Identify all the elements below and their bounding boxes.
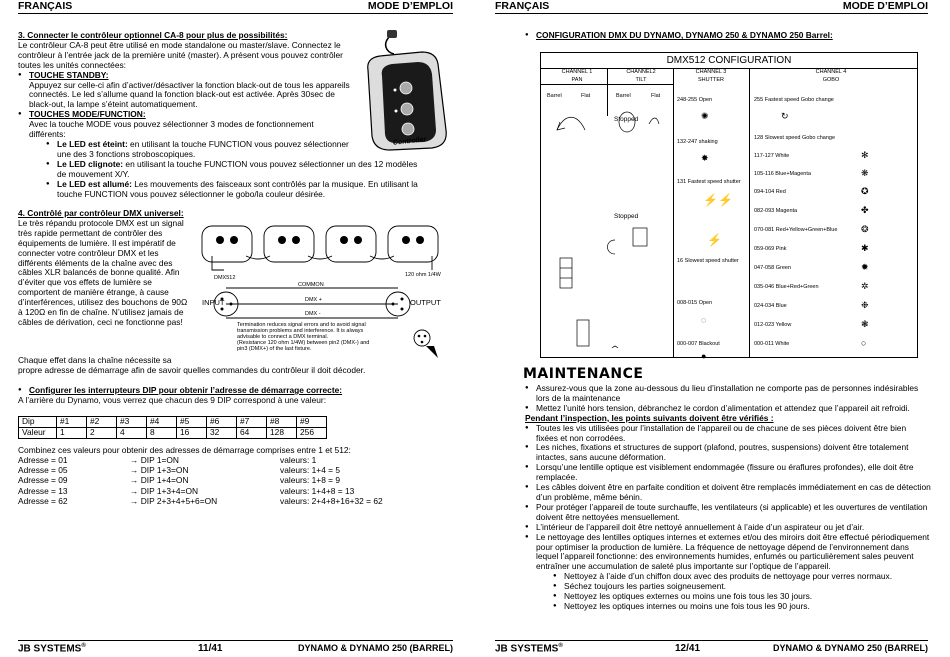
section-4-line: d’interférences, utilisez des bouchons de 90Ω [18,297,188,308]
sub-label: Le LED est allumé: [57,178,132,189]
table-cell: #8 [267,417,297,428]
mode-line: Avec la touche MODE vous pouvez sélectionner 3 modes de fonctionnement [29,119,314,130]
sum-value: valeurs: 1 [280,455,317,465]
table-cell: 2 [87,428,117,439]
col-head: Flat [581,93,591,99]
channel-name: CHANNEL 3 [695,69,727,75]
standby-line: connectés. Le led s’allume quand la fonction black-out est activée. Après 30sec de [29,89,335,100]
config-title: ● CONFIGURATION DMX DU DYNAMO, DYNAMO 250 & DYNAMO 250 Barrel: [525,31,950,41]
dmx-config-chart [540,52,918,361]
section-3-line: Le contrôleur CA-8 peut être utilisé en mode standalone ou master/slave. Connectez le [18,39,341,50]
strobe-slow-icon: ⚡ [707,233,722,247]
bullet-line: lequel l’appareil fonctionne: des environnements humides, enfumés ou particulièrement sales peuvent [536,551,914,562]
dip-intro: A l’arrière du Dynamo, vous verrez que chacun des 9 DIP correspond à une valeur: [18,394,327,405]
col-head: Barrel [547,93,562,99]
table-cell: #6 [207,417,237,428]
bullet-line: lors de la maintenance [536,392,621,403]
open-icon: ◌ [701,315,707,325]
maintenance-title: MAINTENANCE [523,366,644,382]
dip-value: → DIP 1=ON [130,455,179,465]
table-cell: 256 [297,428,327,439]
inspection-title: Pendant l’inspection, les points suivants doivent être vérifiés : [525,412,774,423]
header-title: MODE D’EMPLOI [367,0,453,12]
dip-value: → DIP 1+4=ON [130,475,189,486]
page-number: 11/41 [198,643,223,654]
table-cell: Dip [19,417,57,428]
dip-value: → DIP 1+3+4=ON [130,485,199,496]
section-4-title: 4. Contrôlé par contrôleur DMX universel: [18,208,184,218]
col-head: Barrel [616,93,631,99]
standby-line: Appuyez sur celle-ci afin d’activer/désactiver la fonction black-out de tous les appareils [29,79,350,90]
bullet-line: remplacée. [536,472,578,483]
page-footer [495,640,928,654]
channel-name: CHANNEL2 [626,69,656,75]
sum-value: valeurs: 1+8 = 9 [280,475,341,486]
bullet-line: d’un problème, même bénin. [536,491,643,502]
table-cell: 4 [117,428,147,439]
mode-title: ● TOUCHES MODE/FUNCTION: [18,110,358,120]
section-3-title: 3. Connecter le contrôleur optionnel CA-8 pour plus de possibilités: [18,30,288,40]
stopped-label: Stopped [614,116,639,123]
section-4-line: câbles de dérivation, ceci ne fonctionne pas! [18,316,183,327]
table-cell: #5 [177,417,207,428]
inspection-bullet [525,503,933,523]
address-value: Adresse = 09 [18,475,68,486]
stopped-label: Stopped [614,213,639,220]
gobo-value: 105-116 Blue+Magenta [754,171,811,177]
gobo-icon: ✹ [861,262,869,272]
standby-line: black-out, la lampe s’éteint automatiquement. [29,99,198,110]
termination-line: Termination reduces signal errors and to avoid signal [237,322,366,328]
standby-text [18,81,358,111]
page-footer [18,640,453,654]
section-4-line: très rapide permettant de contrôler des [18,227,163,238]
combine-text: Combinez ces valeurs pour obtenir des adresses de démarrage comprises entre 1 et 512: [18,445,351,455]
section-4-line: connecter votre contrôleur DMX et les [18,247,159,258]
section-4-after [18,356,458,376]
brand-name: JB SYSTEMS [18,643,82,655]
gobo-icon: ❃ [861,319,869,329]
gobo-value: 024-034 Blue [754,303,787,309]
table-cell: #2 [87,417,117,428]
address-row [18,466,438,476]
inspection-bullet [525,443,933,463]
sum-value: valeurs: 1+4 = 5 [280,465,341,476]
bullet-line: doivent être nettoyées mensuellement. [536,511,680,522]
footer-brand [18,643,86,655]
table-cell: #9 [297,417,327,428]
table-cell: 1 [57,428,87,439]
sub-label: Le LED est éteint: [57,139,128,149]
table-row [19,417,327,428]
termination-line: pin3 (DMX+) of the last fixture. [237,346,312,353]
controller-label: Controller [392,136,427,147]
header-language: FRANÇAIS [495,0,550,12]
sub-text: une des 3 fonctions stroboscopiques. [57,148,196,159]
mode-sub-item [46,180,436,200]
chart-rule [749,68,750,357]
sum-value: valeurs: 2+4+8+16+32 = 62 [280,495,383,506]
section-4-line: comportent de manière étrange, à cause [18,287,169,298]
pan-tilt-illustration [555,108,665,348]
gobo-icon: ❉ [861,300,869,310]
strobe-fast-icon: ⚡⚡ [703,193,733,207]
table-cell: 128 [267,428,297,439]
inspection-bullet [525,424,933,444]
footer-brand [495,643,563,655]
cleaning-sub-list [525,572,933,612]
shutter-value: 248-255 Open [677,97,713,103]
table-cell: #1 [57,417,87,428]
gobo-value: 117-127 White [754,153,790,159]
table-cell: #7 [237,417,267,428]
maintenance-section [525,384,933,612]
inspection-bullet [525,533,933,573]
bullet-line: ● Le nettoyage des lentilles optiques internes et externes et/ou des miroirs doit être effectué périodiquement [536,531,930,542]
gobo-value: 082-093 Magenta [754,208,798,214]
shutter-value: 16 Slowest speed shutter [677,258,739,264]
table-cell: 8 [147,428,177,439]
bullet-line: fixées et non corrodées. [536,432,626,443]
bullet-line: intactes, sans aucune déformation. [536,452,666,463]
section-4-line: à 120Ω en fin de chaîne. N’utilisez jamais de [18,307,184,318]
ca8-controller-image [360,30,452,152]
channel-function: SHUTTER [698,77,724,83]
mode-sub-item [46,160,436,180]
bullet-line: ● Lorsqu’une lentille optique est visiblement endommagée (fissure ou éraflures profondes), elle doit être [536,462,914,473]
bullet-line: pour optimiser la production de lumière. La fréquence de nettoyage dépend de l’environnement dans [536,541,909,552]
inspection-bullet [525,463,933,483]
channel-function: TILT [635,77,647,83]
termination-note [237,322,417,352]
gobo-icon: ✱ [861,243,869,253]
section-4-line: équipements de lumière. Il est impératif de [18,237,176,248]
address-row [18,456,438,466]
section-4-line: câbles XLR balancés de bonne qualité. Afin [18,267,180,278]
maintenance-bullet [525,384,933,404]
gobo-icon: ✻ [861,150,869,160]
cleaning-item: ● Nettoyez les optiques externes ou moins une fois tous les 30 jours. [553,592,933,602]
address-row [18,497,438,507]
rotate-icon: ↻ [781,111,789,121]
bullet-line: ● Pour protéger l’appareil de toute surchauffe, les ventilateurs (si applicable) et les ouvertures de ventilation [536,501,928,512]
termination-line: transmission problems and interference. It is always [237,328,364,335]
header-title: MODE D’EMPLOI [842,0,928,12]
gobo-value: 059-069 Pink [754,246,787,252]
section-4-after-line: propre adresse de démarrage afin de savoir quelles commandes du contrôleur il doit décoder. [18,364,366,375]
shutter-value: 008-015 Open [677,300,713,306]
inspection-bullet [525,483,933,503]
channel-function: PAN [571,77,583,83]
gobo-speed: 255 Fastest speed Gobo change [754,97,834,103]
section-3-line: toutes les unités connectées: [18,59,127,70]
section-3-line: contrôleur à l’entrée jack de la première unité (master). A présent vous pouvez contrôler [18,49,343,60]
right-page [475,0,950,657]
mode-text [18,120,358,140]
page-header [18,0,453,14]
section-4-after-line: Chaque effet dans la chaîne nécessite sa [18,355,172,365]
channel-function: GOBO [822,77,840,83]
address-value: Adresse = 05 [18,465,68,476]
table-cell: 16 [177,428,207,439]
table-row [19,428,327,439]
channel-name: CHANNEL 1 [561,69,593,75]
shaking-icon: ✸ [701,153,709,163]
gobo-icon: ✪ [861,186,869,196]
gobo-value: 047-058 Green [754,265,791,271]
bullet-line: ● Mettez l’unité hors tension, débranchez le cordon d’alimentation et attendez que l’appareil ait refroidi. [536,402,910,413]
page-number: 12/41 [675,643,701,654]
ohm-label: 120 ohm 1/4W [405,272,441,278]
col-head: Flat [651,93,661,99]
table-cell: 32 [207,428,237,439]
address-value: Adresse = 13 [18,485,68,496]
address-row [18,476,438,486]
registered-mark: ® [81,643,86,649]
termination-line: (Resistance 120 ohm 1/4W) between pin2 (DMX-) and [237,340,370,347]
table-cell: Valeur [19,428,57,439]
dip-value: → DIP 1+3=ON [130,465,189,476]
footer-model: DYNAMO & DYNAMO 250 (BARREL) [297,643,453,653]
gobo-speed: 128 Slowest speed Gobo change [754,135,836,141]
chart-rule [673,68,674,357]
section-4-line: d’éviter que vos effets de lumière se [18,277,152,288]
dmx-plus-label: DMX + [305,297,322,303]
gobo-value: 070-081 Red+Yellow+Green+Blue [754,227,838,233]
gobo-icon: ✤ [861,205,869,215]
gobo-value: 000-011 White [754,341,790,347]
bullet-line: ● Assurez-vous que la zone au-dessous du lieu d’installation ne comporte pas de personnes indésirables [536,383,919,393]
common-label: COMMON [298,282,324,288]
standby-title: ● TOUCHE STANDBY: [18,71,358,81]
address-value: Adresse = 01 [18,455,68,465]
bullet-line: ● L’intérieur de l’appareil doit être nettoyé annuellement à l’aide d’un aspirateur ou jet d’air. [536,521,865,532]
chart-rule [541,68,917,69]
dip-table [18,416,327,439]
shutter-value: 131 Fastest speed shutter [677,179,741,185]
brand-name: JB SYSTEMS [495,643,559,655]
channel-name: CHANNEL 4 [815,69,847,75]
sum-value: valeurs: 1+4+8 = 13 [280,485,355,496]
blackout-icon: ● [701,351,707,361]
table-cell: #4 [147,417,177,428]
dip-value: → DIP 2+3+4+5+6=ON [130,495,218,506]
section-4 [18,209,208,328]
gobo-icon: ○ [861,338,867,348]
dip-section [18,386,458,406]
section-4-line: Le très répandu protocole DMX est un signal [18,217,184,228]
cleaning-item: ● Nettoyez à l’aide d’un chiffon doux avec des produits de nettoyage pour verres normaux. [553,572,933,582]
gobo-value: 035-046 Blue+Red+Green [754,284,819,290]
bullet-line: ● Toutes les vis utilisées pour l’installation de l’appareil ou de chacune de ses pièces doivent être bien [536,422,907,433]
table-cell: #3 [117,417,147,428]
address-value: Adresse = 62 [18,495,68,506]
gobo-value: 012-023 Yellow [754,322,792,328]
address-combos [18,456,438,507]
mode-line: différents: [29,129,66,140]
bullet-line: entraîner une accumulation de saleté plus importante sur l’optique de l’appareil. [536,561,831,572]
gobo-value: 094-104 Red [754,189,786,195]
sub-text: en utilisant la touche FUNCTION vous pouvez sélectionner [127,139,349,149]
open-shutter-icon: ✺ [701,111,709,121]
section-3 [18,31,358,140]
termination-line: advisable to connect a DMX terminal. [237,334,329,341]
gobo-icon: ❂ [861,224,869,234]
dmx-minus-label: DMX - [305,311,321,317]
page-header [495,0,928,14]
sub-text: touche FUNCTION vous pouvez sélectionner le gobo/la couleur désirée. [57,188,326,199]
sub-text: Les mouvements des faisceaux sont contrôlés par la musique. En utilisant la [131,178,418,189]
dip-title: ● Configurer les interrupteurs DIP pour obtenir l’adresse de démarrage correcte: [18,386,458,396]
gobo-icon: ❋ [861,168,869,178]
sub-text: de mouvement X/Y. [57,168,130,179]
maintenance-bullet [525,404,933,414]
input-label: INPUT [202,298,225,307]
chart-title: DMX512 CONFIGURATION [666,55,792,66]
bullet-line: ● Les niches, fixations et structures de support (plafond, poutres, suspensions) doivent être totalement [536,442,909,453]
cleaning-item: ● Nettoyez les optiques internes ou moins une fois tous les 90 jours. [553,602,933,612]
gobo-icon: ✲ [861,281,869,291]
sub-text: en utilisant la touche FUNCTION vous pouvez sélectionner un des 12 modèles [123,158,418,169]
shutter-value: 000-007 Blackout [677,341,720,347]
header-language: FRANÇAIS [18,0,73,12]
section-4-line: différents éléments de la chaîne avec des [18,257,173,268]
cleaning-item: ● Séchez toujours les parties soigneusement. [553,582,933,592]
footer-model: DYNAMO & DYNAMO 250 (BARREL) [772,643,928,653]
sub-label: Le LED clignote: [57,158,124,169]
dmx512-label: DMX512 [214,275,236,281]
output-label: OUTPUT [410,298,441,307]
table-cell: 64 [237,428,267,439]
registered-mark: ® [558,643,563,649]
shutter-value: 132-247 shaking [677,139,718,145]
bullet-line: ● Les câbles doivent être en parfaite condition et doivent être remplacés immédiatement en cas de détection [536,482,931,493]
